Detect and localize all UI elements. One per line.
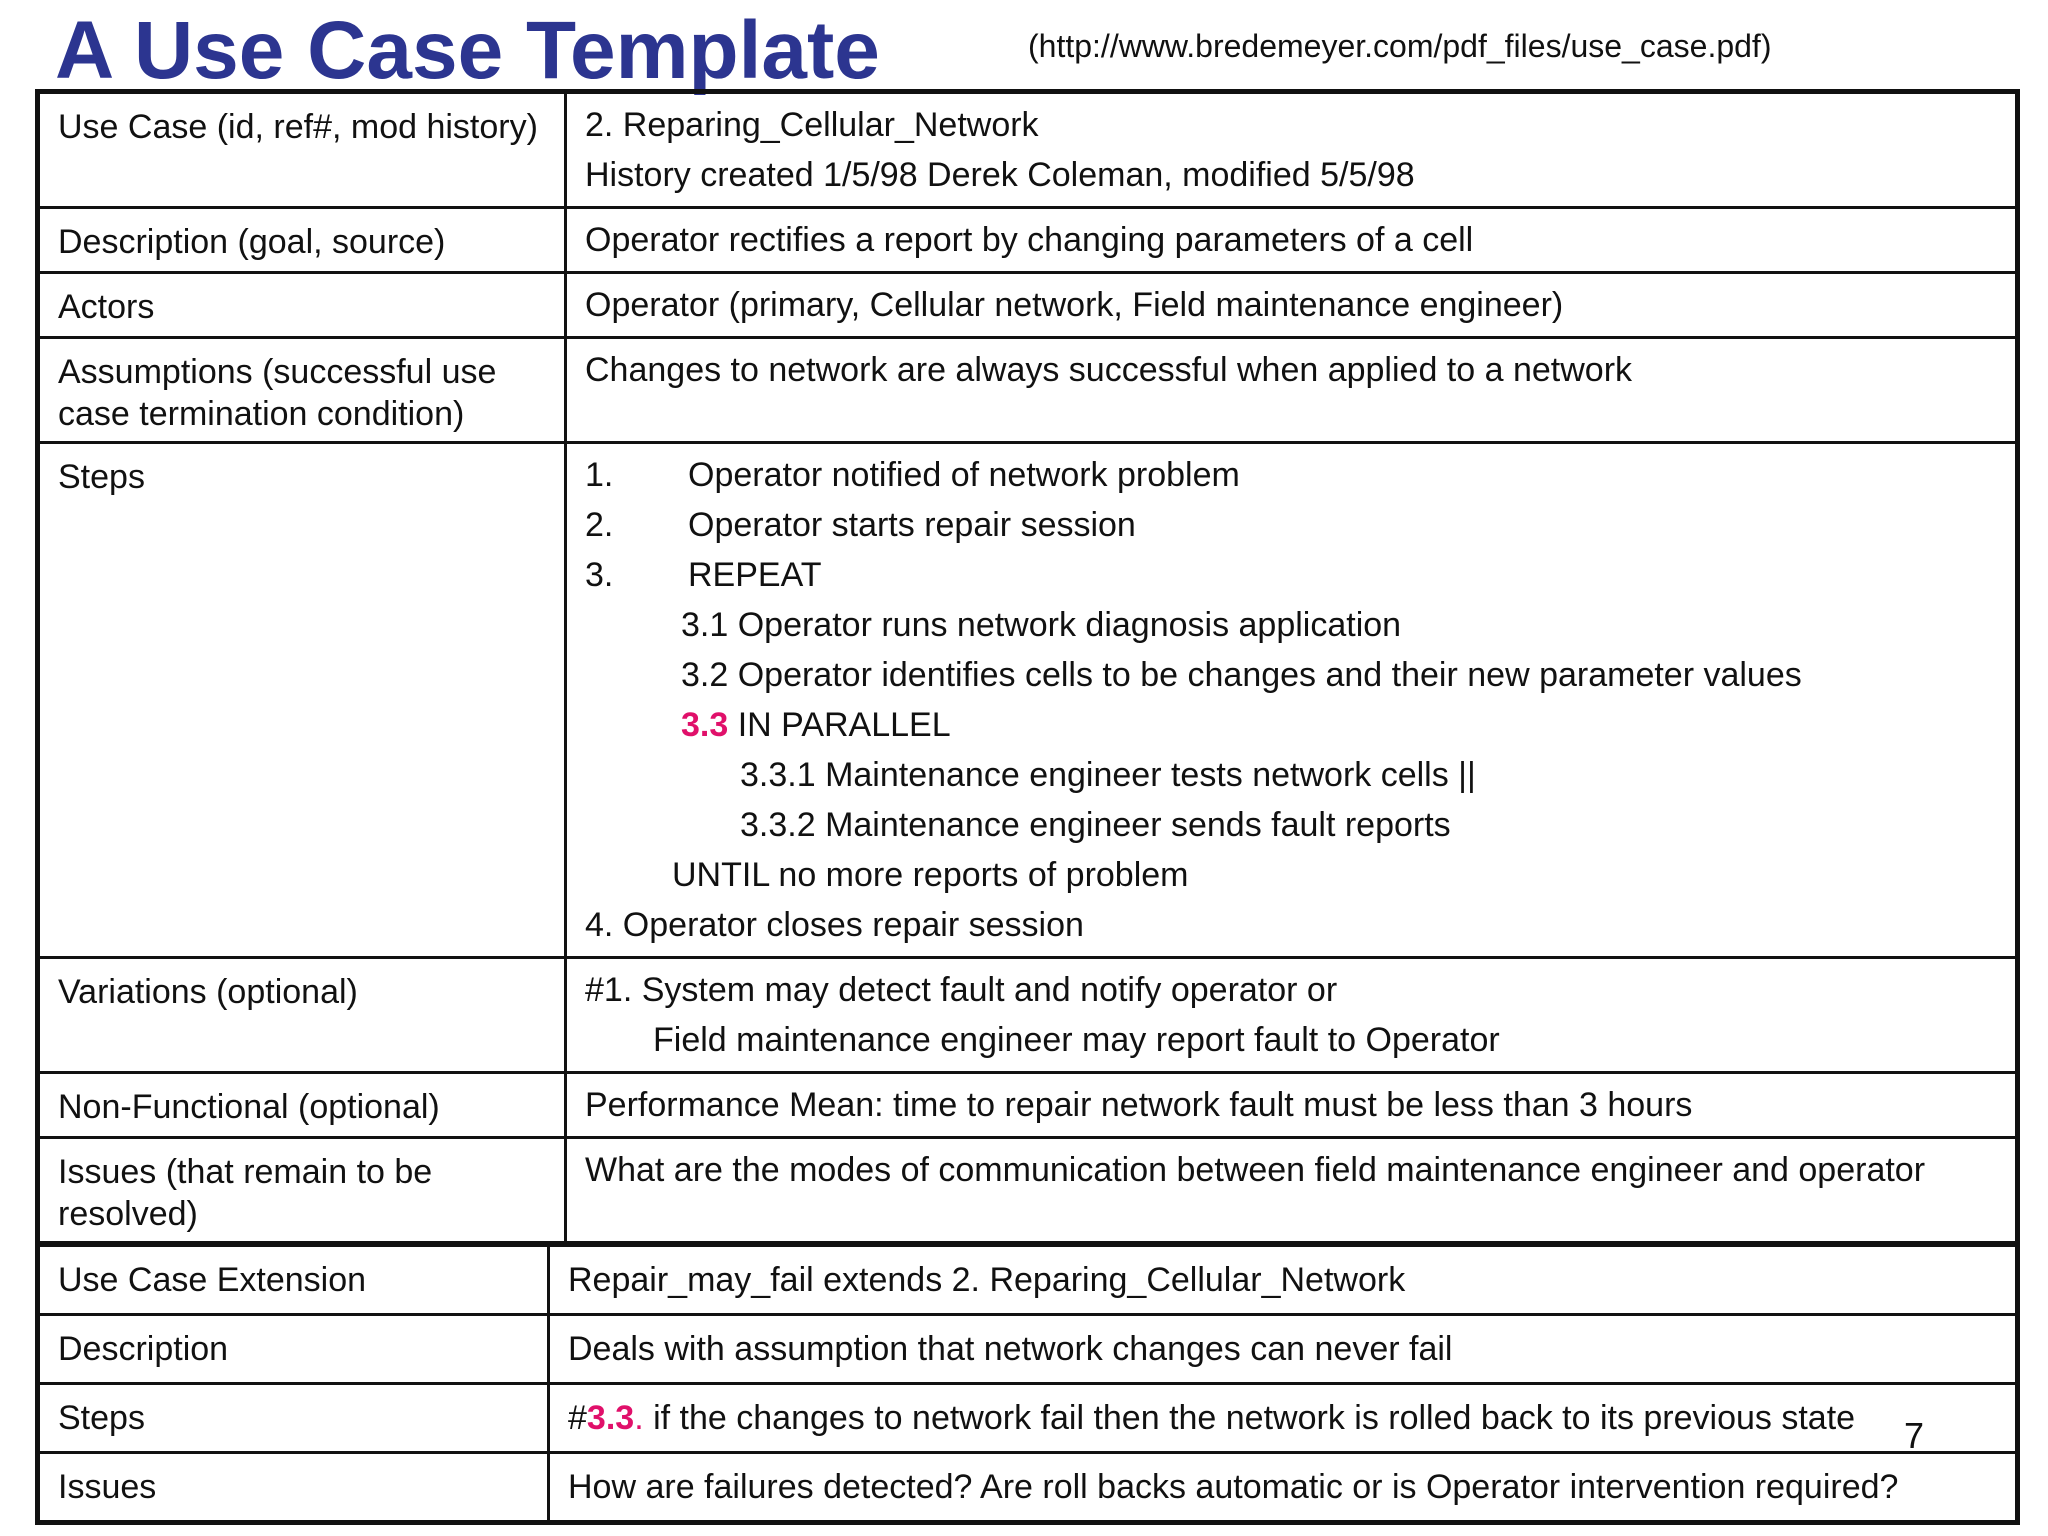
ext-issues-value: How are failures detected? Are roll backs automatic or is Operator intervention required?	[549, 1453, 2018, 1523]
variation-line-1: #1. System may detect fault and notify operator or	[585, 971, 1338, 1009]
ext-description-value: Deals with assumption that network changes can never fail	[549, 1315, 2018, 1384]
step-4: 4. Operator closes repair session	[585, 906, 1084, 944]
step-item	[585, 500, 1999, 550]
table-row-non-functional	[38, 1073, 2018, 1138]
actors-value: Operator (primary, Cellular network, Field maintenance engineer)	[566, 273, 2018, 338]
use-case-value	[566, 92, 2018, 208]
steps-value	[566, 443, 2018, 958]
ext-steps-label: Steps	[38, 1384, 549, 1453]
variations-label: Variations (optional)	[38, 958, 566, 1073]
table-row-assumptions	[38, 338, 2018, 443]
step-text: REPEAT	[688, 556, 822, 594]
page-number: 7	[1904, 1415, 1925, 1456]
non-functional-label: Non-Functional (optional)	[38, 1073, 566, 1138]
table-row-ext-steps	[38, 1384, 2018, 1453]
variations-value	[566, 958, 2018, 1073]
use-case-extension-table	[35, 1242, 2020, 1525]
ext-steps-text: if the changes to network fail then the network is rolled back to its previous state	[643, 1399, 1856, 1437]
step-number: 3.	[585, 556, 614, 594]
actors-label: Actors	[38, 273, 566, 338]
assumptions-label: Assumptions (successful use case termination condition)	[38, 338, 566, 443]
substep-3-3	[585, 700, 1999, 750]
ext-steps-prefix: #	[568, 1399, 587, 1437]
substep-3-3-text: IN PARALLEL	[728, 706, 951, 744]
step-item	[585, 550, 1999, 600]
non-functional-value: Performance Mean: time to repair network fault must be less than 3 hours	[566, 1073, 2018, 1138]
ext-description-label: Description	[38, 1315, 549, 1384]
table-row-ext-issues	[38, 1453, 2018, 1523]
table-row-ext-description	[38, 1315, 2018, 1384]
description-label: Description (goal, source)	[38, 208, 566, 273]
step-text: Operator notified of network problem	[688, 456, 1240, 494]
issues-label: Issues (that remain to be resolved)	[38, 1138, 566, 1244]
variation-line-2: Field maintenance engineer may report fault to Operator	[653, 1021, 1500, 1059]
assumptions-value: Changes to network are always successful when applied to a network	[566, 338, 2018, 443]
steps-label: Steps	[38, 443, 566, 958]
substep-3-3-2: 3.3.2 Maintenance engineer sends fault reports	[740, 806, 1451, 844]
table-row-steps	[38, 443, 2018, 958]
ext-issues-label: Issues	[38, 1453, 549, 1523]
step-item	[585, 450, 1999, 500]
use-case-table	[35, 89, 2020, 1246]
page-title: A Use Case Template	[55, 5, 880, 96]
table-row-use-case	[38, 92, 2018, 208]
step-text: Operator starts repair session	[688, 506, 1136, 544]
extension-value: Repair_may_fail extends 2. Reparing_Cellular_Network	[549, 1245, 2018, 1315]
table-row-issues	[38, 1138, 2018, 1244]
ext-steps-value	[549, 1384, 2018, 1456]
until-clause: UNTIL no more reports of problem	[672, 856, 1189, 894]
source-url: (http://www.bredemeyer.com/pdf_files/use_case.pdf)	[1028, 28, 1772, 64]
use-case-history: History created 1/5/98 Derek Coleman, modified 5/5/98	[585, 156, 1415, 194]
step-number: 1.	[585, 456, 614, 494]
substep-3-3-highlight: 3.3	[681, 706, 729, 744]
table-row-description	[38, 208, 2018, 273]
ext-steps-ref-highlight: 3.3	[586, 1399, 635, 1437]
ext-steps-ref-dot: .	[634, 1399, 644, 1437]
use-case-label: Use Case (id, ref#, mod history)	[38, 92, 566, 208]
issues-value: What are the modes of communication between field maintenance engineer and operator	[566, 1138, 2018, 1244]
table-row-extension	[38, 1245, 2018, 1315]
step-number: 2.	[585, 506, 614, 544]
substep-3-3-1: 3.3.1 Maintenance engineer tests network cells ||	[740, 756, 1476, 794]
extension-label: Use Case Extension	[38, 1245, 549, 1315]
table-row-variations	[38, 958, 2018, 1073]
substep-3-1: 3.1 Operator runs network diagnosis application	[681, 606, 1402, 644]
description-value: Operator rectifies a report by changing parameters of a cell	[566, 208, 2018, 273]
use-case-name: 2. Reparing_Cellular_Network	[585, 106, 1039, 144]
substep-3-2: 3.2 Operator identifies cells to be changes and their new parameter values	[681, 656, 1802, 694]
table-row-actors	[38, 273, 2018, 338]
